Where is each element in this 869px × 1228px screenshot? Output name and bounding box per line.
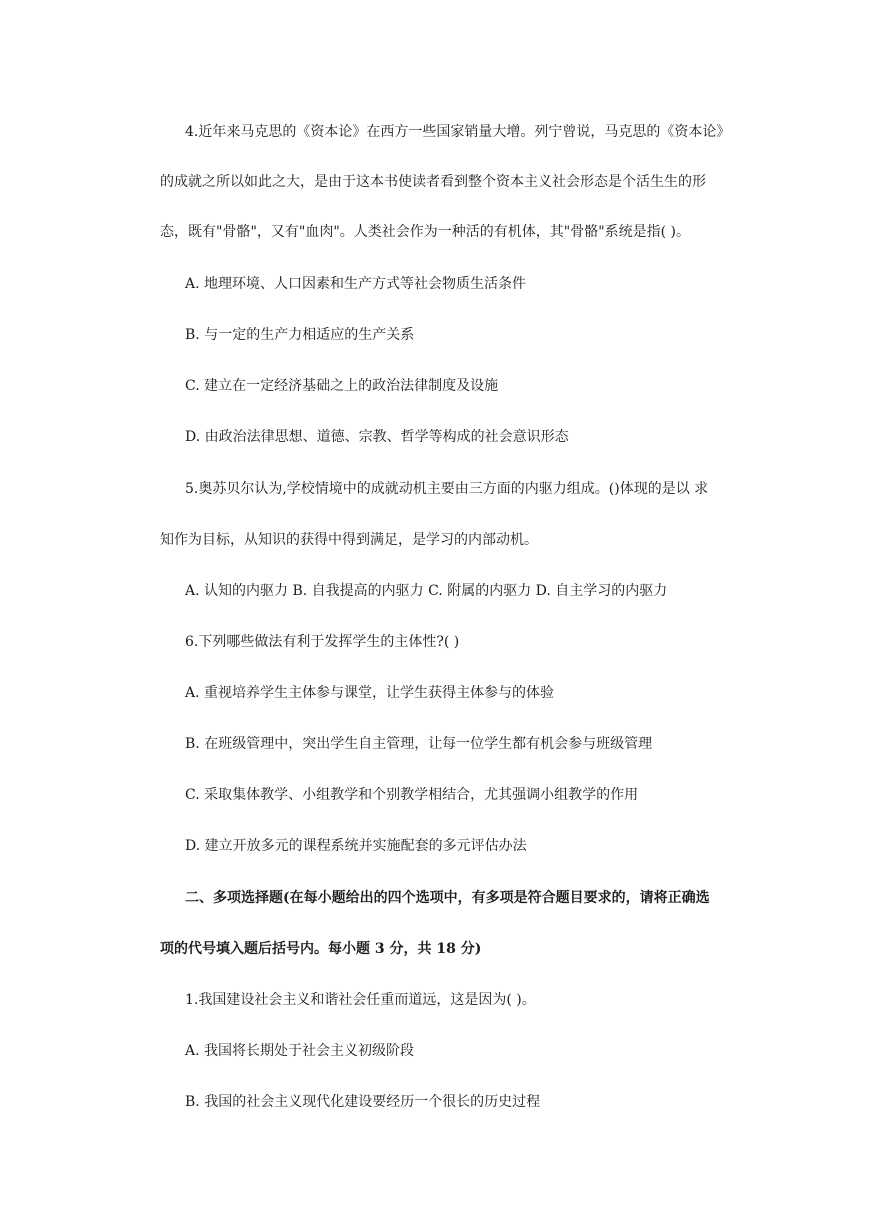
mq1-stem: 1.我国建设社会主义和谐社会任重而道远，这是因为( )。 bbox=[185, 992, 536, 1008]
q6-option-c: C. 采取集体教学、小组教学和个别教学相结合，尤其强调小组教学的作用 bbox=[185, 787, 639, 803]
q5-options: A. 认知的内驱力 B. 自我提高的内驱力 C. 附属的内驱力 D. 自主学习的内驱力 bbox=[185, 583, 668, 599]
q4-stem-line-2: 的成就之所以如此之大，是由于这本书使读者看到整个资本主义社会形态是个活生生的形 bbox=[160, 174, 706, 190]
q4-option-a: A. 地理环境、人口因素和生产方式等社会物质生活条件 bbox=[185, 276, 527, 292]
q5-stem-line-1: 5.奥苏贝尔认为,学校情境中的成就动机主要由三方面的内驱力组成。()体现的是以 求 bbox=[185, 481, 709, 497]
q6-option-d: D. 建立开放多元的课程系统并实施配套的多元评估办法 bbox=[185, 838, 527, 854]
q4-stem-line-3: 态，既有"骨骼"，又有"血肉"。人类社会作为一种活的有机体，其"骨骼"系统是指( )。 bbox=[160, 224, 691, 240]
q4-stem-line-1: 4.近年来马克思的《资本论》在西方一些国家销量大增。列宁曾说，马克思的《资本论》 bbox=[185, 124, 731, 140]
mq1-option-a: A. 我国将长期处于社会主义初级阶段 bbox=[185, 1043, 415, 1059]
section-2-heading-line-1: 二、多项选择题(在每小题给出的四个选项中，有多项是符合题目要求的，请将正确选 bbox=[185, 890, 710, 906]
mq1-option-b: B. 我国的社会主义现代化建设要经历一个很长的历史过程 bbox=[185, 1094, 541, 1110]
section-2-heading-line-2: 项的代号填入题后括号内。每小题 3 分，共 18 分) bbox=[160, 941, 482, 957]
q6-stem: 6.下列哪些做法有利于发挥学生的主体性?( ) bbox=[185, 634, 460, 650]
q5-stem-line-2: 知作为目标，从知识的获得中得到满足，是学习的内部动机。 bbox=[160, 532, 538, 548]
q6-option-a: A. 重视培养学生主体参与课堂，让学生获得主体参与的体验 bbox=[185, 685, 555, 701]
q6-option-b: B. 在班级管理中，突出学生自主管理，让每一位学生都有机会参与班级管理 bbox=[185, 736, 653, 752]
q4-option-d: D. 由政治法律思想、道德、宗教、哲学等构成的社会意识形态 bbox=[185, 429, 569, 445]
q4-option-b: B. 与一定的生产力相适应的生产关系 bbox=[185, 327, 415, 343]
q4-option-c: C. 建立在一定经济基础之上的政治法律制度及设施 bbox=[185, 378, 499, 394]
